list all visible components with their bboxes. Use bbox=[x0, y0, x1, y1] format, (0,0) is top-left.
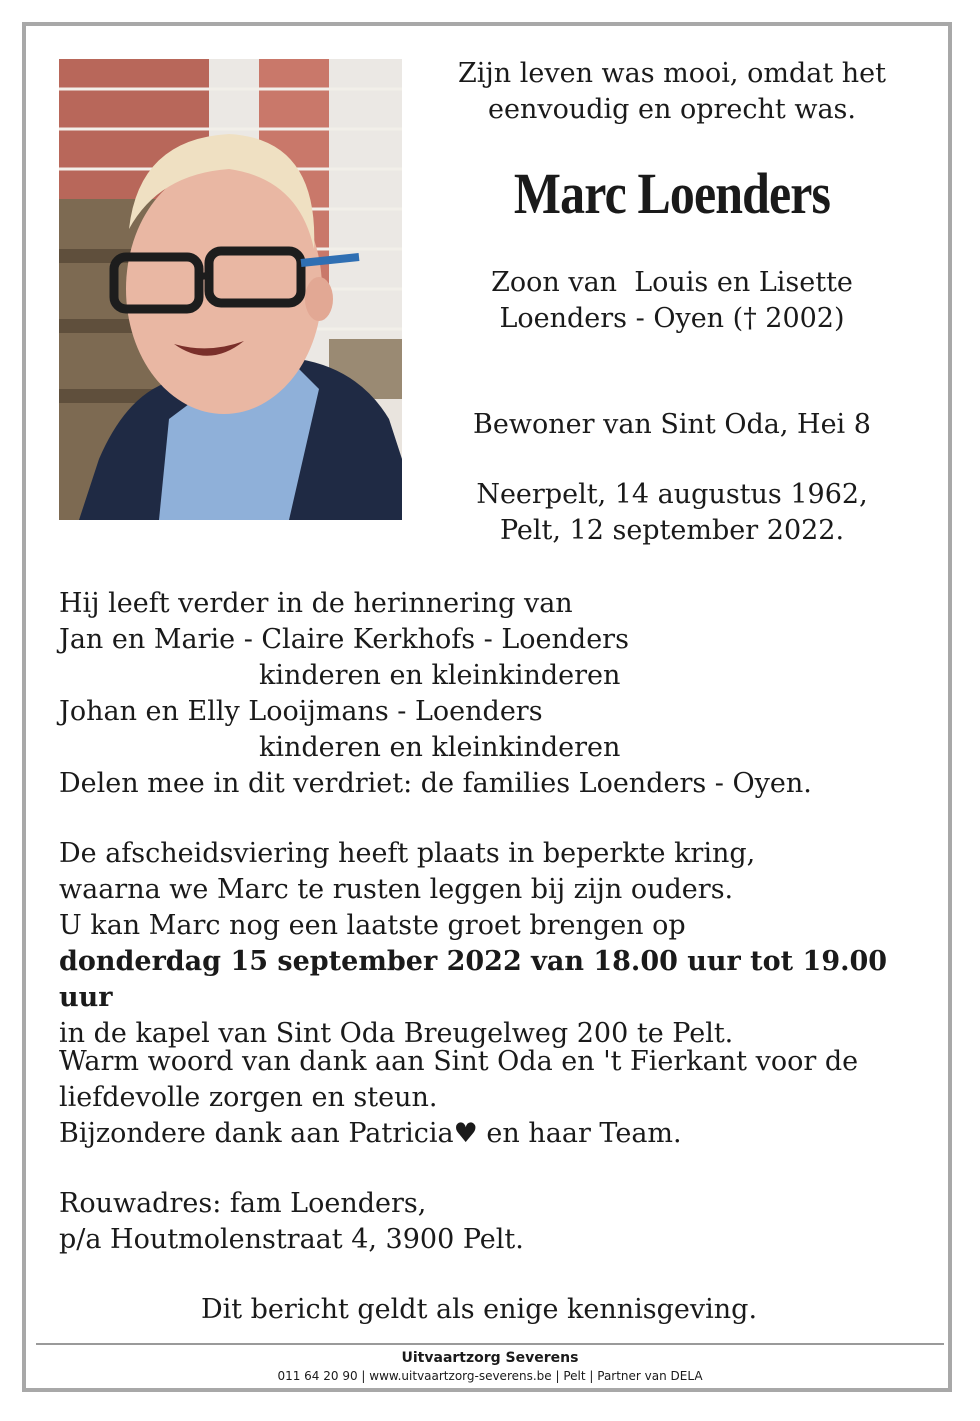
life-dates bbox=[430, 477, 914, 549]
footer-info: 011 64 20 90 | www.uitvaartzorg-severens.be | Pelt | Partner van DELA bbox=[277, 1369, 703, 1383]
ceremony-block bbox=[59, 836, 939, 1052]
ceremony-line: U kan Marc nog een laatste groet brengen op bbox=[59, 910, 686, 941]
motto-line: Zijn leven was mooi, omdat het bbox=[457, 58, 886, 89]
notice-text: Dit bericht geldt als enige kennisgeving. bbox=[200, 1294, 758, 1325]
deceased-name: Marc Loenders bbox=[513, 161, 831, 226]
family-sub-line: kinderen en kleinkinderen bbox=[259, 660, 621, 691]
thanks-block bbox=[59, 1044, 939, 1152]
residence bbox=[430, 407, 914, 443]
portrait-photo bbox=[59, 59, 402, 520]
thanks-line: Warm woord van dank aan Sint Oda en 't Fierkant voor de bbox=[59, 1046, 859, 1077]
footer-divider bbox=[36, 1343, 944, 1345]
address-line: p/a Houtmolenstraat 4, 3900 Pelt. bbox=[59, 1224, 524, 1255]
family-line: Jan en Marie - Claire Kerkhofs - Loenders bbox=[59, 624, 629, 655]
address-block bbox=[59, 1186, 939, 1258]
death-line: Pelt, 12 september 2022. bbox=[499, 515, 845, 546]
ceremony-line: in de kapel van Sint Oda Breugelweg 200 te Pelt. bbox=[59, 1018, 734, 1049]
remembrance-block bbox=[59, 586, 939, 802]
parents bbox=[430, 265, 914, 337]
motto-line: eenvoudig en oprecht was. bbox=[488, 94, 856, 125]
motto bbox=[430, 56, 914, 128]
ceremony-line: waarna we Marc te rusten leggen bij zijn ouders. bbox=[59, 874, 734, 905]
parents-line: Zoon van Louis en Lisette bbox=[491, 267, 853, 298]
family-sub-line: kinderen en kleinkinderen bbox=[259, 732, 621, 763]
ceremony-line: De afscheidsviering heeft plaats in beperkte kring, bbox=[59, 838, 756, 869]
birth-line: Neerpelt, 14 augustus 1962, bbox=[476, 479, 868, 510]
thanks-line: Bijzondere dank aan Patricia♥ en haar Team. bbox=[59, 1118, 682, 1149]
thanks-line: liefdevolle zorgen en steun. bbox=[59, 1082, 438, 1113]
ceremony-date-bold: donderdag 15 september 2022 van 18.00 uur tot 19.00 uur bbox=[59, 946, 888, 1013]
ceremony-date bbox=[59, 944, 939, 1016]
address-line: Rouwadres: fam Loenders, bbox=[59, 1188, 427, 1219]
notice bbox=[59, 1292, 899, 1328]
family-line: Johan en Elly Looijmans - Loenders bbox=[59, 696, 543, 727]
share-line: Delen mee in dit verdriet: de families Loenders - Oyen. bbox=[59, 768, 812, 799]
footer-company: Uitvaartzorg Severens bbox=[401, 1350, 579, 1366]
parents-line: Loenders - Oyen († 2002) bbox=[499, 303, 845, 334]
remembrance-intro: Hij leeft verder in de herinnering van bbox=[59, 588, 573, 619]
residence-line: Bewoner van Sint Oda, Hei 8 bbox=[473, 409, 871, 440]
